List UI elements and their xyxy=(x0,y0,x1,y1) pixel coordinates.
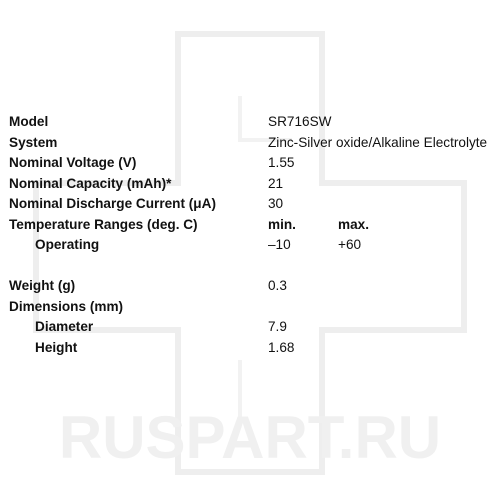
nominal-capacity-label: Nominal Capacity (mAh)* xyxy=(9,175,172,191)
spec-row-spacer xyxy=(9,256,500,277)
spec-row-nominal-voltage xyxy=(9,153,500,174)
temperature-min-header: min. xyxy=(268,216,296,232)
height-label: Height xyxy=(35,339,78,355)
nominal-voltage-label: Nominal Voltage (V) xyxy=(9,155,137,170)
temperature-label: Temperature Ranges (deg. C) xyxy=(9,216,198,232)
nominal-discharge-label: Nominal Discharge Current (μA) xyxy=(9,196,216,211)
spec-row-temperature xyxy=(9,215,500,236)
nominal-discharge-value: 30 xyxy=(268,196,284,211)
height-value: 1.68 xyxy=(268,339,295,355)
model-label: Model xyxy=(9,114,49,129)
dimensions-label: Dimensions (mm) xyxy=(9,298,124,314)
watermark-text: RUSPART.RU xyxy=(58,404,442,471)
spec-row-nominal-capacity xyxy=(9,174,500,195)
temperature-max-header: max. xyxy=(338,216,369,232)
spec-row-system xyxy=(9,133,500,154)
weight-label: Weight (g) xyxy=(9,278,76,293)
nominal-voltage-value: 1.55 xyxy=(268,155,295,170)
weight-value: 0.3 xyxy=(268,278,287,293)
system-label: System xyxy=(9,134,58,150)
model-value: SR716SW xyxy=(268,114,332,129)
spec-row-dimensions xyxy=(9,297,500,318)
spec-row-diameter xyxy=(9,317,500,338)
spec-row-operating xyxy=(9,235,500,256)
spec-row-weight xyxy=(9,276,500,297)
operating-label: Operating xyxy=(35,237,100,252)
operating-max-value: +60 xyxy=(338,237,362,252)
spec-row-nominal-discharge xyxy=(9,194,500,215)
diameter-value: 7.9 xyxy=(268,319,287,334)
diameter-label: Diameter xyxy=(35,319,94,334)
spec-row-height xyxy=(9,338,500,359)
nominal-capacity-value: 21 xyxy=(268,175,284,191)
operating-min-value: –10 xyxy=(268,237,291,252)
spec-table xyxy=(9,112,500,358)
spec-row-model xyxy=(9,112,500,133)
system-value: Zinc-Silver oxide/Alkaline Electrolyte xyxy=(268,134,488,150)
